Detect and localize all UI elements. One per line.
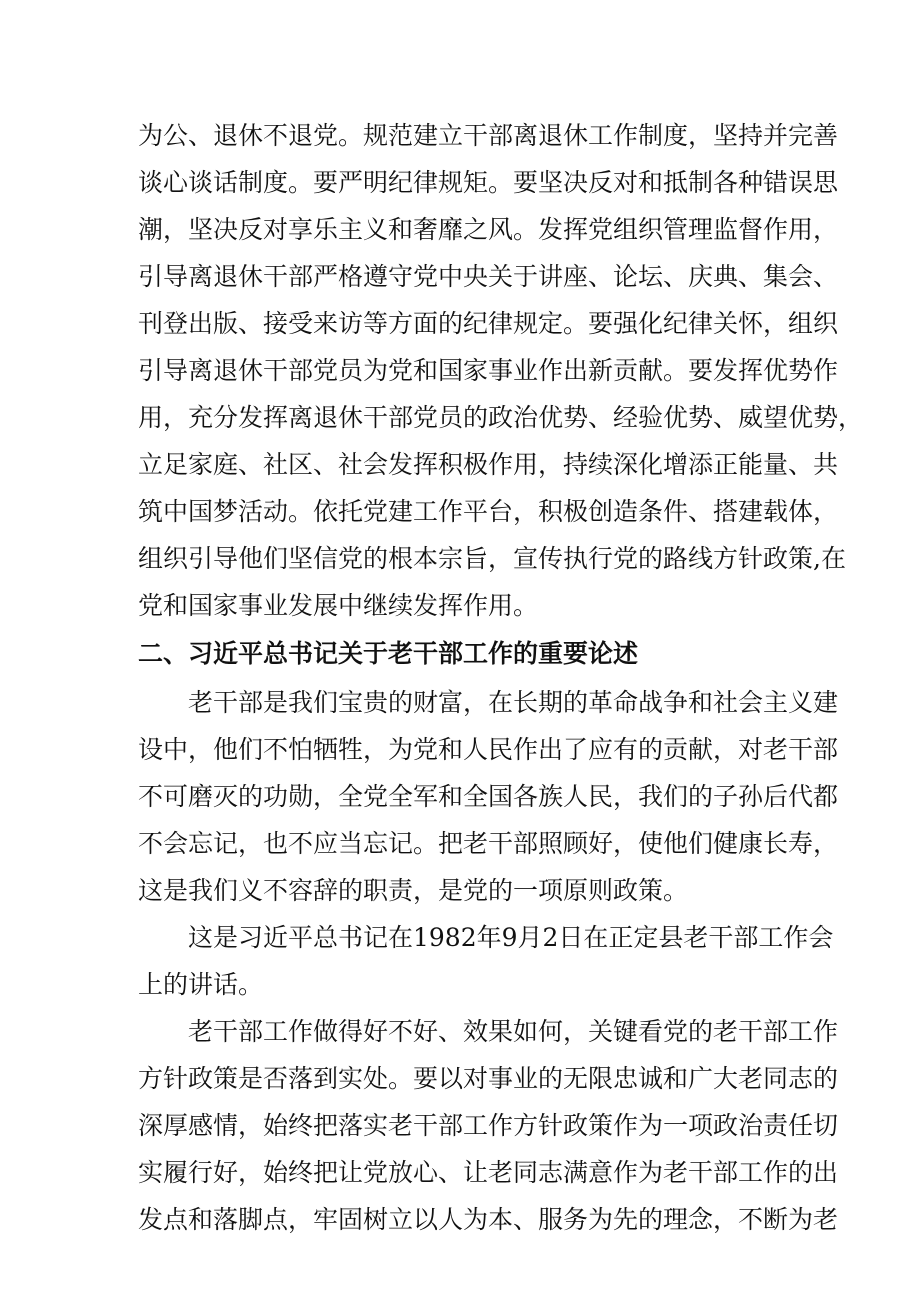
paragraph-4-line: 方针政策是否落到实处。要以对事业的无限忠诚和广大老同志的 [138,1064,839,1093]
paragraph-3-line: 上的讲话。 [138,970,264,999]
section-heading: 二、习近平总书记关于老干部工作的重要论述 [138,639,639,668]
paragraph-2-line: 不会忘记，也不应当忘记。把老干部照顾好，使他们健康长寿， [138,829,839,858]
paragraph-1-line: 引导离退休干部党员为党和国家事业作出新贡献。要发挥优势作 [138,356,839,385]
paragraph-1-line: 组织引导他们坚信党的根本宗旨，宣传执行党的路线方针政策,在 [138,544,846,573]
paragraph-1-line: 用，充分发挥离退休干部党员的政治优势、经验优势、威望优势， [138,403,864,432]
paragraph-2 [138,679,839,914]
paragraph-4-line: 实履行好，始终把让党放心、让老同志满意作为老干部工作的出 [138,1158,839,1187]
paragraph-1-line: 潮，坚决反对享乐主义和奢靡之风。发挥党组织管理监督作用， [138,215,839,244]
paragraph-1-line: 筑中国梦活动。依托党建工作平台，积极创造条件、搭建载体， [138,497,839,526]
paragraph-1-line: 引导离退休干部严格遵守党中央关于讲座、论坛、庆典、集会、 [138,262,839,291]
paragraph-1-line: 为公、退休不退党。规范建立干部离退休工作制度，坚持并完善 [138,121,839,150]
paragraph-1 [138,112,864,629]
paragraph-3 [138,914,834,1008]
paragraph-4-line: 发点和落脚点，牢固树立以人为本、服务为先的理念，不断为老 [138,1205,839,1234]
paragraph-4-line: 老干部工作做得好不好、效果如何，关键看党的老干部工作 [188,1017,839,1046]
paragraph-2-line: 不可磨灭的功勋，全党全军和全国各族人民，我们的子孙后代都 [138,782,839,811]
paragraph-2-line: 老干部是我们宝贵的财富，在长期的革命战争和社会主义建 [188,688,839,717]
paragraph-3-line: 这是习近平总书记在1982年9月2日在正定县老干部工作会 [188,923,834,952]
paragraph-4 [138,1008,839,1243]
paragraph-4-line: 深厚感情，始终把落实老干部工作方针政策作为一项政治责任切 [138,1111,839,1140]
paragraph-2-line: 设中，他们不怕牺牲，为党和人民作出了应有的贡献，对老干部 [138,735,839,764]
paragraph-1-line: 党和国家事业发展中继续发挥作用。 [138,591,539,620]
paragraph-2-line: 这是我们义不容辞的职责，是党的一项原则政策。 [138,876,689,905]
paragraph-1-line: 立足家庭、社区、社会发挥积极作用，持续深化增添正能量、共 [138,450,839,479]
paragraph-1-line: 谈心谈话制度。要严明纪律规矩。要坚决反对和抵制各种错误思 [138,168,839,197]
paragraph-1-line: 刊登出版、接受来访等方面的纪律规定。要强化纪律关怀，组织 [138,309,839,338]
document-body [138,112,864,1243]
